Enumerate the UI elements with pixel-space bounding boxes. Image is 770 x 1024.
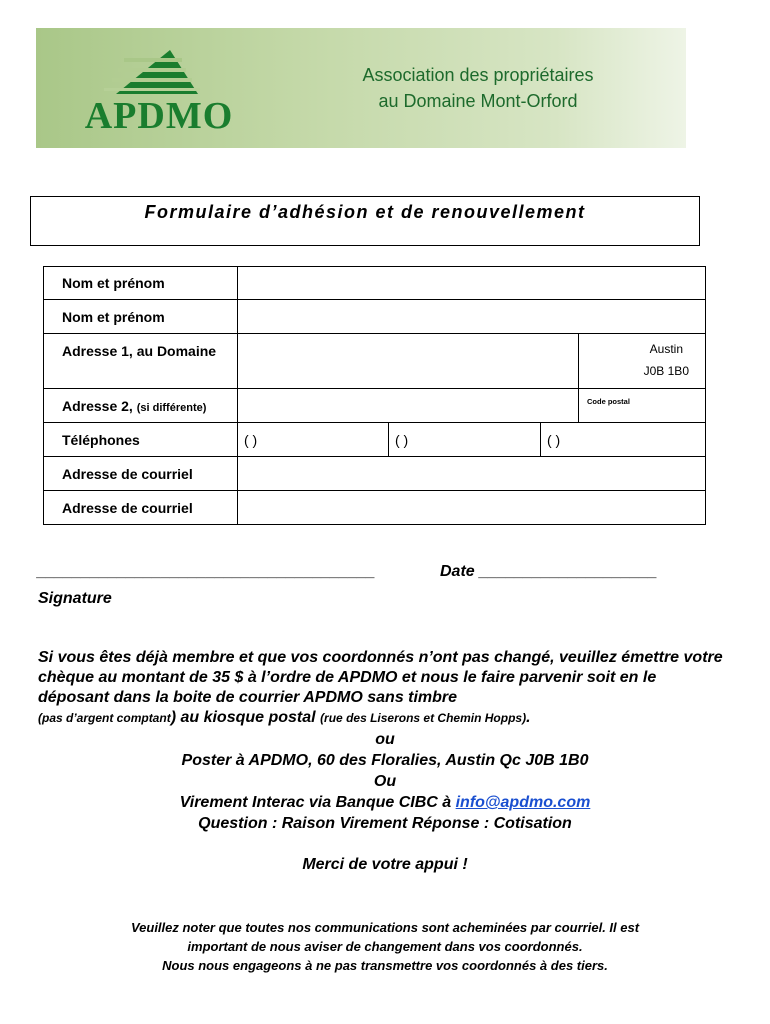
date-field[interactable] [440,563,657,581]
label-email-1: Adresse de courriel [44,457,238,491]
label-address-1: Adresse 1, au Domaine [44,334,238,389]
row-phones [44,423,706,457]
phone-field-1[interactable]: ( ) [238,423,389,457]
or-separator-2: Ou [373,773,397,790]
row-email-1 [44,457,706,491]
email-field-1[interactable] [238,457,706,491]
renewal-instructions [38,648,728,728]
address-2-field[interactable] [238,389,579,423]
postal-code-cell[interactable] [579,389,706,423]
postal-code-value: J0B 1B0 [643,364,689,378]
label-address-2-note: (si différente) [136,401,207,414]
phone-field-2[interactable]: ( ) [389,423,541,457]
row-name-2 [44,300,706,334]
form-title: Formulaire d’adhésion et de renouvellement [144,202,586,222]
period: . [526,709,531,726]
email-field-2[interactable] [238,491,706,525]
thank-you-text: Merci de votre appui ! [302,856,468,873]
note-line-3: Nous nous engageons à ne pas transmettre vos coordonnés à des tiers. [162,958,608,973]
instructions-main: Si vous êtes déjà membre et que vos coordonnés n’ont pas changé, veuillez émettre votre chèque au montant de 35 $ à l’ordre de APDMO et nous le faire parvenir soit en le déposant dans la boite de courrier APDMO sans timbre [38,649,723,706]
note-line-1: Veuillez noter que toutes nos communications sont acheminées par courriel. Il est [130,920,640,935]
postal-code-label: Code postal [587,397,630,406]
interac-text: Virement Interac via Banque CIBC à [179,794,456,811]
city-cell [579,334,706,389]
date-line: ____________________ [479,563,658,580]
association-line-2: au Domaine Mont-Orford [378,91,578,111]
row-name-1 [44,267,706,300]
or-separator-1: ou [375,731,395,748]
kiosk-location: (rue des Liserons et Chemin Hopps) [320,711,527,725]
label-address-2-main: Adresse 2, [62,397,133,414]
kiosk-text: ) au kiosque postal [170,709,316,726]
header-banner [36,28,686,148]
label-email-2: Adresse de courriel [44,491,238,525]
name-field-1[interactable] [238,267,706,300]
name-field-2[interactable] [238,300,706,334]
association-name [318,62,638,114]
row-email-2 [44,491,706,525]
interac-transfer [0,794,770,812]
association-line-1: Association des propriétaires [362,65,594,85]
row-address-2 [44,389,706,423]
email-link[interactable]: info@apdmo.com [455,794,591,811]
communication-note [0,918,770,975]
date-label: Date [440,563,475,580]
note-line-2: important de nous aviser de changement dans vos coordonnés. [187,939,583,954]
form-title-box [30,196,700,246]
label-phones: Téléphones [44,423,238,457]
label-name-2: Nom et prénom [44,300,238,334]
no-cash-note: pas d’argent comptant [42,711,171,725]
logo-text: APDMO [84,95,234,137]
row-address-1 [44,334,706,389]
membership-form-table [43,266,706,525]
signature-line[interactable]: ______________________________________ [37,563,376,580]
phone-field-3[interactable]: ( ) [541,423,706,457]
address-1-field[interactable] [238,334,579,389]
label-name-1: Nom et prénom [44,267,238,300]
security-question: Question : Raison Virement Réponse : Cotisation [198,815,572,832]
paren-open: ( [38,711,42,725]
mail-address: Poster à APDMO, 60 des Floralies, Austin Qc J0B 1B0 [181,752,589,769]
signature-label: Signature [38,590,112,607]
label-address-2 [44,389,238,423]
apdmo-logo [64,44,254,140]
city-value: Austin [649,342,683,356]
